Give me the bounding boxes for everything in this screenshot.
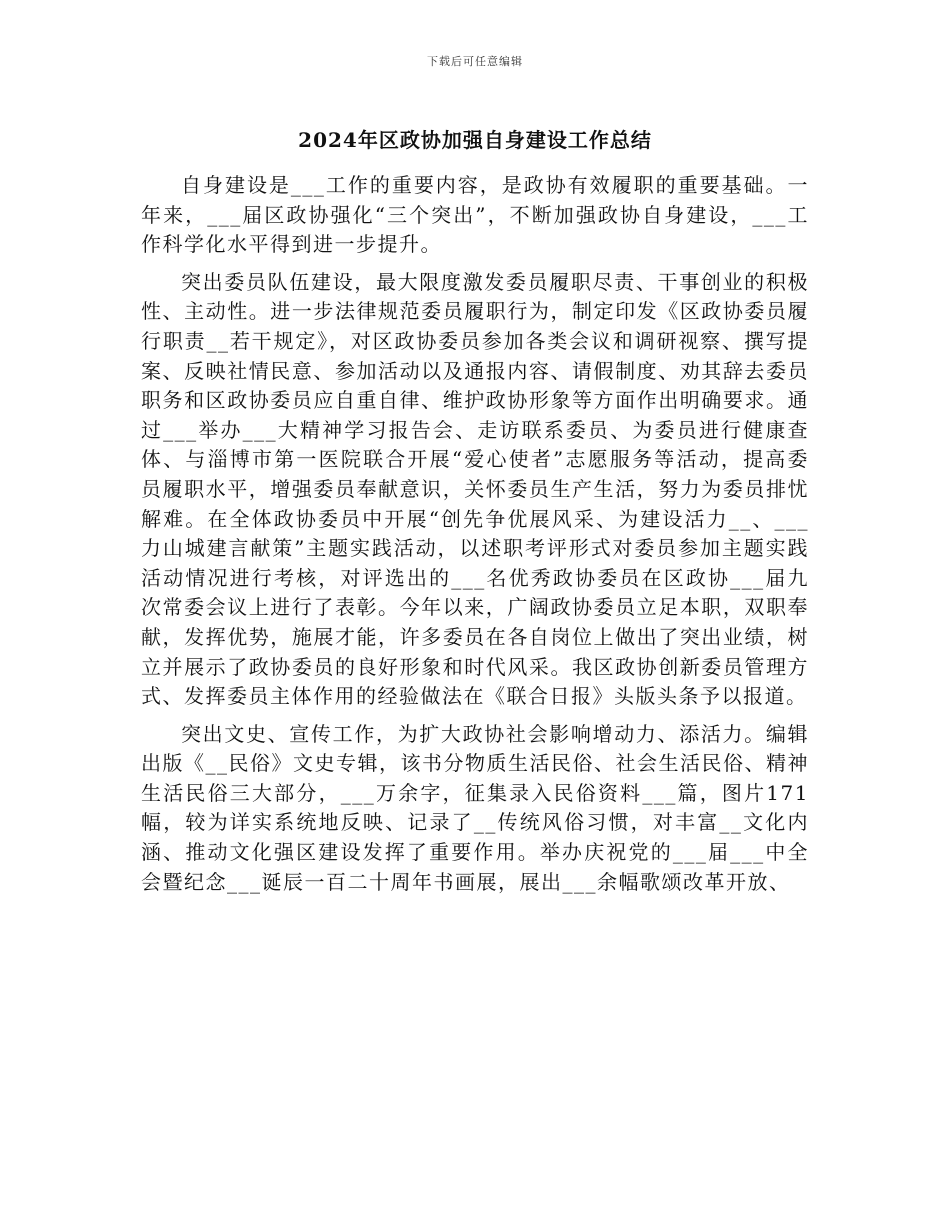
document-title: 2024年区政协加强自身建设工作总结 bbox=[298, 128, 652, 152]
page-header-note: 下载后可任意编辑 bbox=[427, 55, 523, 68]
paragraph-member-building: 突出委员队伍建设，最大限度激发委员履职尽责、干事创业的积极性、主动性。进一步法律规范委员履职行为，制定印发《区政协委员履行职责__若干规定》，对区政协委员参加各类会议和调研视察、撰写提案、反映社情民意、参加活动以及通报内容、请假制度、劝其辞去委员职务和区政协委员应自重自律、维护政协形象等方面作出明确要求。通过___举办___大精神学习报告会、走访联系委员、为委员进行健康查体、与淄博市第一医院联合开展“爱心使者”志愿服务等活动，提高委员履职水平，增强委员奉献意识，关怀委员生产生活，努力为委员排忧解难。在全体政协委员中开展“创先争优展风采、为建设活力__、___力山城建言献策”主题实践活动，以述职考评形式对委员参加主题实践活动情况进行考核，对评选出的___名优秀政协委员在区政协___届九次常委会议上进行了表彰。今年以来，广阔政协委员立足本职，双职奉献，发挥优势，施展才能，许多委员在各自岗位上做出了突出业绩，树立并展示了政协委员的良好形象和时代风采。我区政协创新委员管理方式、发挥委员主体作用的经验做法在《联合日报》头版头条予以报道。 bbox=[141, 269, 809, 709]
paragraph-intro: 自身建设是___工作的重要内容，是政协有效履职的重要基础。一年来，___届区政协强化“三个突出”，不断加强政协自身建设，___工作科学化水平得到进一步提升。 bbox=[141, 173, 809, 257]
document-body bbox=[141, 171, 809, 905]
paragraph-culture-publicity: 突出文史、宣传工作，为扩大政协社会影响增动力、添活力。编辑出版《__民俗》文史专辑，该书分物质生活民俗、社会生活民俗、精神生活民俗三大部分，___万余字，征集录入民俗资料___篇，图片171幅，较为详实系统地反映、记录了__传统风俗习惯，对丰富__文化内涵、推动文化强区建设发挥了重要作用。举办庆祝党的___届___中全会暨纪念___诞辰一百二十周年书画展，展出___余幅歌颂改革开放、 bbox=[141, 721, 809, 894]
